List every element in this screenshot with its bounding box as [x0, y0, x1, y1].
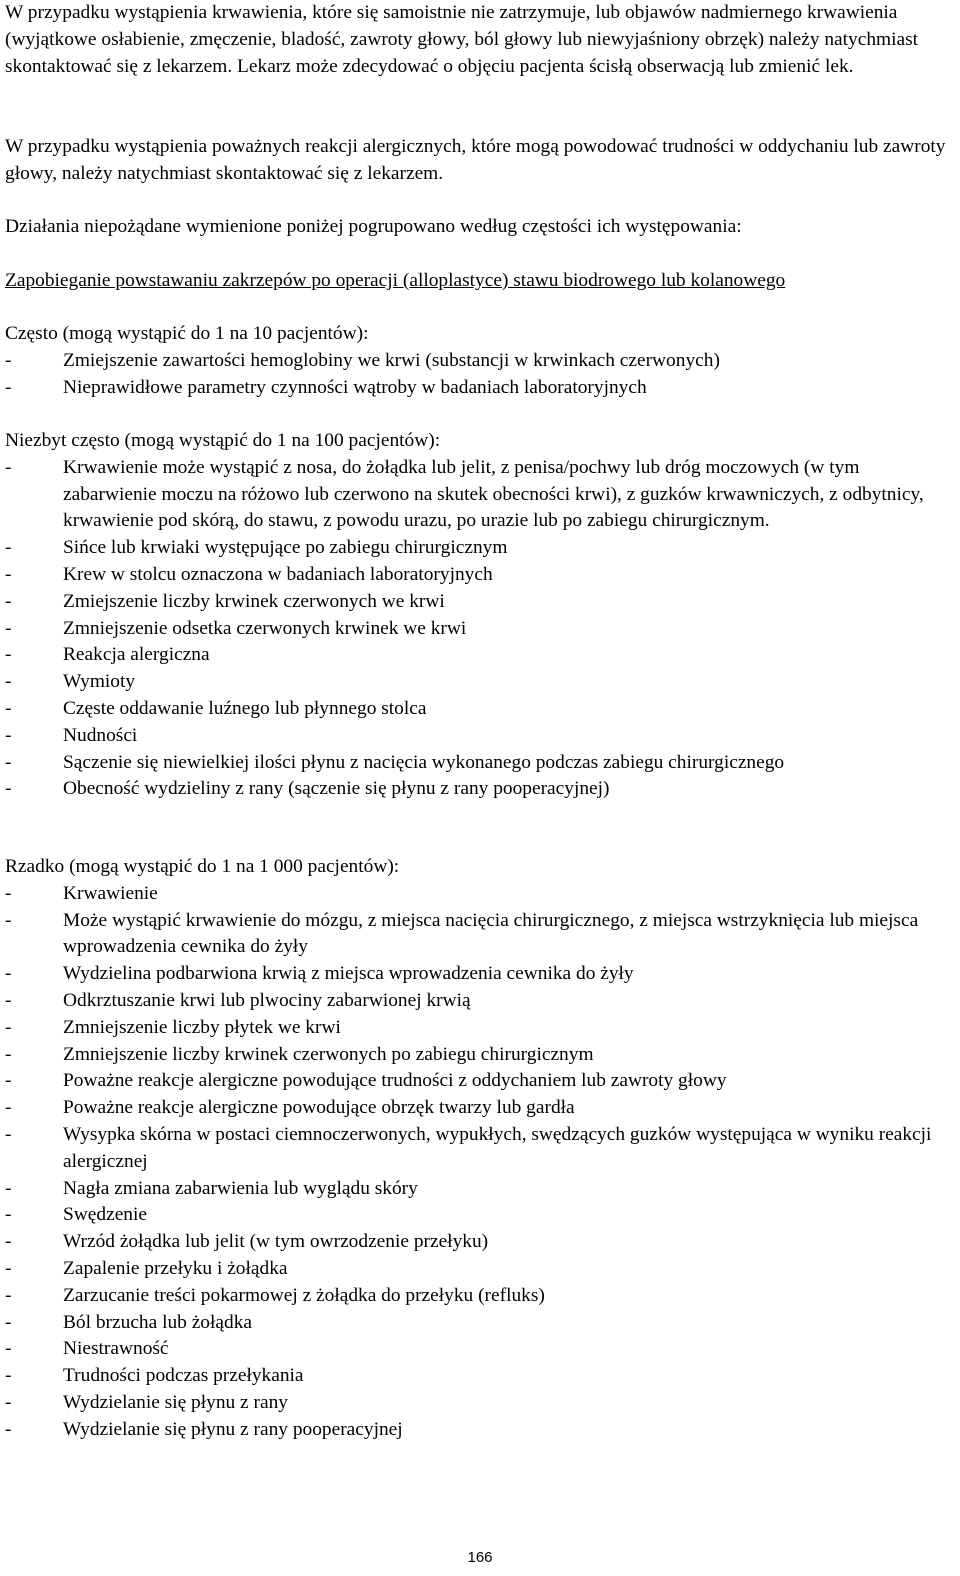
list-item-text: Nudności — [63, 724, 138, 746]
section-subheading: Zapobieganie powstawaniu zakrzepów po operacji (alloplastyce) stawu biodrowego lub kolanowego — [5, 270, 786, 291]
list-item-text: Niestrawność — [63, 1338, 169, 1360]
list-item-text: Zarzucanie treści pokarmowej z żołądka do przełyku (refluks) — [63, 1284, 545, 1306]
bullet-dash: - — [5, 671, 12, 693]
list-item-text: Wymioty — [63, 671, 136, 693]
list-item — [5, 1336, 957, 1363]
bullet-dash: - — [5, 617, 12, 639]
list-item-text: Nagła zmiana zabarwienia lub wyglądu skóry — [63, 1177, 418, 1199]
list-item — [5, 961, 957, 988]
bullet-dash: - — [5, 1284, 12, 1306]
list-item — [5, 375, 957, 402]
bullet-dash: - — [5, 537, 12, 559]
list-item-text: Wydzielanie się płynu z rany pooperacyjnej — [63, 1418, 403, 1440]
bullet-dash: - — [5, 1231, 12, 1253]
list-item — [5, 776, 957, 803]
bullet-dash: - — [5, 1365, 12, 1387]
frequency-heading: Rzadko (mogą wystąpić do 1 na 1 000 pacjentów): — [5, 856, 400, 877]
bullet-dash: - — [5, 778, 12, 800]
list-item — [5, 642, 957, 669]
list-item-text: Krwawienie może wystąpić z nosa, do żołądka lub jelit, z penisa/pochwy lub dróg moczowych (w tym zabarwienie moczu na różowo lub czerwono na skutek obecności krwi), z guzków krwawniczych, z odbytnicy, krwawienie pod skórą, do stawu, z powodu urazu, po urazie lub po zabiegu chirurgicznym. — [63, 456, 924, 532]
list-item-text: Reakcja alergiczna — [63, 644, 210, 666]
bullet-dash: - — [5, 1257, 12, 1279]
bullet-dash: - — [5, 724, 12, 746]
list-item — [5, 1015, 957, 1042]
list-item-text: Poważne reakcje alergiczne powodujące obrzęk twarzy lub gardła — [63, 1097, 575, 1119]
frequency-section-rare — [5, 854, 957, 1444]
bullet-dash: - — [5, 1391, 12, 1413]
list-item — [5, 348, 957, 375]
bullet-dash: - — [5, 644, 12, 666]
bullet-dash: - — [5, 1204, 12, 1226]
list-item-text: Zmniejszenie liczby płytek we krwi — [63, 1016, 341, 1038]
list-item — [5, 723, 957, 750]
list-item — [5, 908, 957, 962]
list-item-text: Krew w stolcu oznaczona w badaniach laboratoryjnych — [63, 563, 493, 585]
list-item-text: Krwawienie — [63, 882, 158, 904]
list-item-text: Wydzielina podbarwiona krwią z miejsca wprowadzenia cewnika do żyły — [63, 963, 634, 985]
side-effect-list — [5, 455, 957, 803]
list-item — [5, 589, 957, 616]
list-item-text: Trudności podczas przełykania — [63, 1365, 304, 1387]
list-item — [5, 1283, 957, 1310]
bullet-dash: - — [5, 963, 12, 985]
list-item-text: Częste oddawanie luźnego lub płynnego stolca — [63, 697, 427, 719]
list-item — [5, 1229, 957, 1256]
frequency-section-common — [5, 321, 957, 401]
bullet-dash: - — [5, 563, 12, 585]
list-item-text: Wrzód żołądka lub jelit (w tym owrzodzenie przełyku) — [63, 1231, 489, 1253]
bullet-dash: - — [5, 1070, 12, 1092]
bullet-dash: - — [5, 1338, 12, 1360]
list-item-text: Wydzielanie się płynu z rany — [63, 1391, 288, 1413]
allergy-warning-paragraph: W przypadku wystąpienia poważnych reakcji alergicznych, które mogą powodować trudności w oddychaniu lub zawroty głowy, należy natychmiast skontaktować się z lekarzem. — [5, 136, 946, 184]
list-item — [5, 1122, 957, 1176]
frequency-heading: Często (mogą wystąpić do 1 na 10 pacjentów): — [5, 323, 369, 344]
bullet-dash: - — [5, 1177, 12, 1199]
list-item — [5, 1042, 957, 1069]
list-item-text: Zmniejszenie odsetka czerwonych krwinek we krwi — [63, 617, 467, 639]
list-item — [5, 1095, 957, 1122]
page-number: 166 — [467, 1549, 493, 1566]
bullet-dash: - — [5, 1043, 12, 1065]
list-item — [5, 1310, 957, 1337]
bullet-dash: - — [5, 1418, 12, 1440]
bullet-dash: - — [5, 1123, 12, 1145]
bullet-dash: - — [5, 1016, 12, 1038]
list-item-text: Sińce lub krwiaki występujące po zabiegu chirurgicznym — [63, 537, 508, 559]
list-item-text: Obecność wydzieliny z rany (sączenie się płynu z rany pooperacyjnej) — [63, 778, 610, 800]
list-item — [5, 1176, 957, 1203]
frequency-section-uncommon — [5, 428, 957, 803]
list-item-text: Zmiejszenie zawartości hemoglobiny we krwi (substancji w krwinkach czerwonych) — [63, 349, 720, 371]
list-item-text: Ból brzucha lub żołądka — [63, 1311, 252, 1333]
list-item — [5, 669, 957, 696]
bullet-dash: - — [5, 909, 12, 931]
list-item — [5, 1068, 957, 1095]
list-item — [5, 1256, 957, 1283]
list-item-text: Nieprawidłowe parametry czynności wątroby w badaniach laboratoryjnych — [63, 376, 647, 398]
side-effect-list — [5, 881, 957, 1444]
frequency-intro-paragraph: Działania niepożądane wymienione poniżej pogrupowano według częstości ich występowania: — [5, 216, 742, 237]
bullet-dash: - — [5, 456, 12, 478]
list-item-text: Zapalenie przełyku i żołądka — [63, 1257, 288, 1279]
list-item — [5, 535, 957, 562]
list-item — [5, 1390, 957, 1417]
list-item-text: Zmniejszenie liczby krwinek czerwonych po zabiegu chirurgicznym — [63, 1043, 594, 1065]
list-item — [5, 696, 957, 723]
bullet-dash: - — [5, 751, 12, 773]
list-item-text: Swędzenie — [63, 1204, 147, 1226]
list-item-text: Wysypka skórna w postaci ciemnoczerwonych, wypukłych, swędzących guzków występująca w wyniku reakcji alergicznej — [63, 1123, 932, 1172]
list-item — [5, 562, 957, 589]
list-item-text: Sączenie się niewielkiej ilości płynu z nacięcia wykonanego podczas zabiegu chirurgicznego — [63, 751, 785, 773]
list-item — [5, 1417, 957, 1444]
list-item-text: Może wystąpić krwawienie do mózgu, z miejsca nacięcia chirurgicznego, z miejsca wstrzyknięcia lub miejsca wprowadzenia cewnika do żyły — [63, 909, 919, 958]
bullet-dash: - — [5, 882, 12, 904]
list-item — [5, 881, 957, 908]
list-item — [5, 1202, 957, 1229]
bleeding-warning-paragraph: W przypadku wystąpienia krwawienia, które się samoistnie nie zatrzymuje, lub objawów nadmiernego krwawienia (wyjątkowe osłabienie, zmęczenie, bladość, zawroty głowy, ból głowy lub niewyjaśniony obrzęk) należy natychmiast skontaktować się z lekarzem. Lekarz może zdecydować o objęciu pacjenta ścisłą obserwacją lub zmienić lek. — [5, 2, 919, 77]
list-item — [5, 455, 957, 535]
side-effect-list — [5, 348, 957, 402]
bullet-dash: - — [5, 1097, 12, 1119]
list-item-text: Odkrztuszanie krwi lub plwociny zabarwionej krwią — [63, 989, 471, 1011]
bullet-dash: - — [5, 590, 12, 612]
list-item — [5, 1363, 957, 1390]
bullet-dash: - — [5, 349, 12, 371]
list-item — [5, 988, 957, 1015]
bullet-dash: - — [5, 376, 12, 398]
list-item-text: Zmiejszenie liczby krwinek czerwonych we krwi — [63, 590, 445, 612]
list-item — [5, 750, 957, 777]
frequency-heading: Niezbyt często (mogą wystąpić do 1 na 100 pacjentów): — [5, 430, 441, 451]
list-item-text: Poważne reakcje alergiczne powodujące trudności z oddychaniem lub zawroty głowy — [63, 1070, 727, 1092]
bullet-dash: - — [5, 1311, 12, 1333]
bullet-dash: - — [5, 697, 12, 719]
list-item — [5, 616, 957, 643]
bullet-dash: - — [5, 989, 12, 1011]
